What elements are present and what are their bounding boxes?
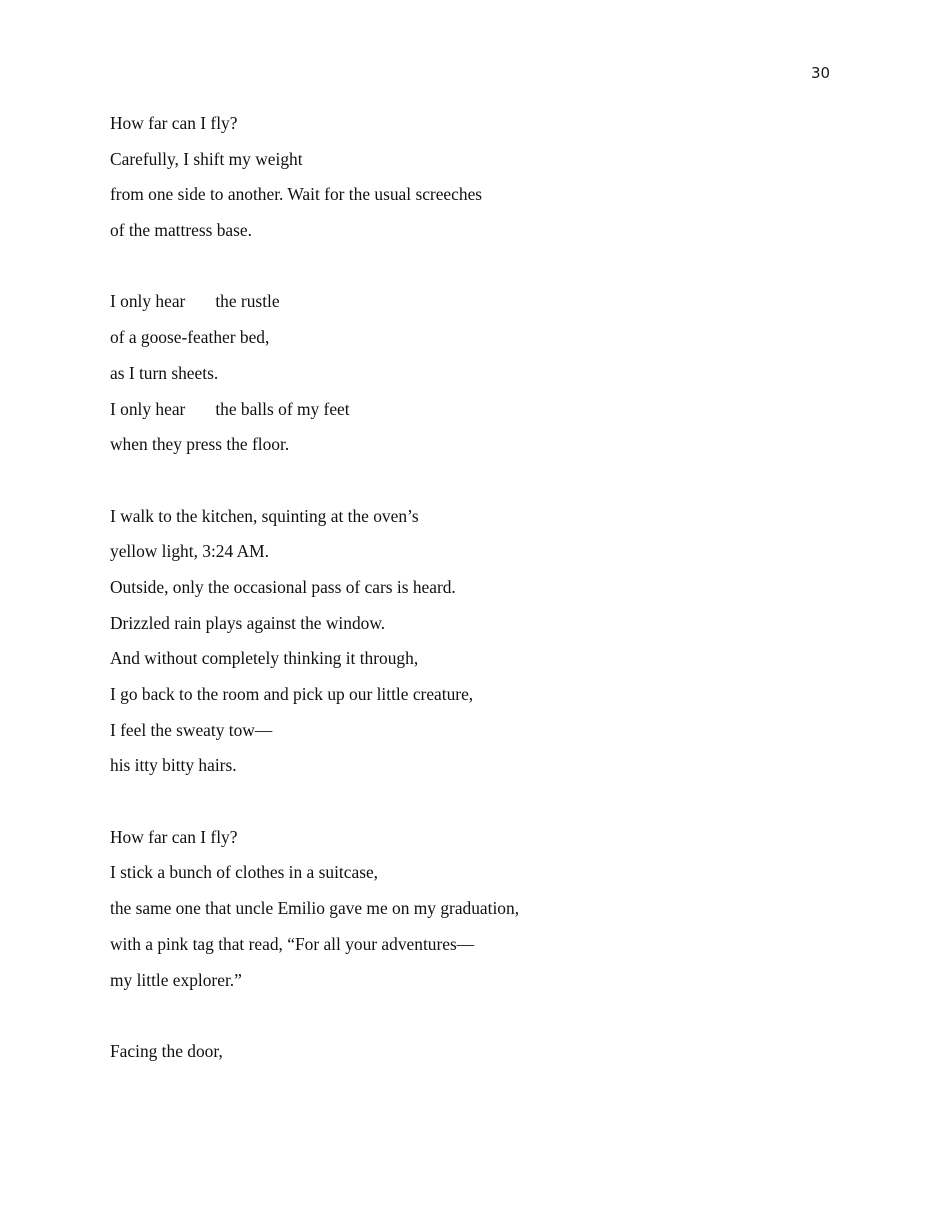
stanza-2 [110, 284, 519, 462]
poem-line: of the mattress base. [110, 220, 252, 241]
poem-line: when they press the floor. [110, 434, 290, 455]
poem-line: from one side to another. Wait for the usual screeches [110, 184, 483, 205]
poem-line: Carefully, I shift my weight [110, 148, 303, 169]
poem-line-split [110, 284, 519, 320]
poem-line: Outside, only the occasional pass of cars is heard. [110, 576, 456, 597]
page-number: 30 [811, 64, 831, 82]
stanza-4 [110, 820, 519, 998]
poem-line-left: I only hear [110, 291, 186, 312]
poem-line-right: the rustle [215, 291, 280, 312]
poem-line-split [110, 392, 519, 428]
poem-line: How far can I fly? [110, 826, 238, 847]
poem-line: Facing the door, [110, 1040, 223, 1061]
poem-line: as I turn sheets. [110, 362, 219, 383]
poem-line: I feel the sweaty tow— [110, 719, 273, 740]
poem-line-left: I only hear [110, 398, 186, 419]
poem-line: of a goose-feather bed, [110, 327, 270, 348]
poem-line: I go back to the room and pick up our little creature, [110, 684, 474, 704]
poem-line: I stick a bunch of clothes in a suitcase, [110, 862, 379, 883]
poem-line: How far can I fly? [110, 113, 238, 133]
poem-line: And without completely thinking it through, [110, 648, 419, 669]
poem-line-right: the balls of my feet [215, 398, 350, 419]
poem-line: Drizzled rain plays against the window. [110, 612, 386, 633]
poem-line: my little explorer.” [110, 969, 242, 990]
poem-line: yellow light, 3:24 AM. [110, 541, 269, 562]
poem-line: his itty bitty hairs. [110, 755, 237, 776]
stanza-3 [110, 499, 519, 785]
stanza-1 [110, 106, 519, 249]
poem-line: the same one that uncle Emilio gave me on my graduation, [110, 898, 520, 919]
poem-body [110, 106, 519, 1105]
stanza-5 [110, 1034, 519, 1070]
poem-line: I walk to the kitchen, squinting at the oven’s [110, 505, 419, 526]
poem-line: with a pink tag that read, “For all your adventures— [110, 933, 475, 954]
